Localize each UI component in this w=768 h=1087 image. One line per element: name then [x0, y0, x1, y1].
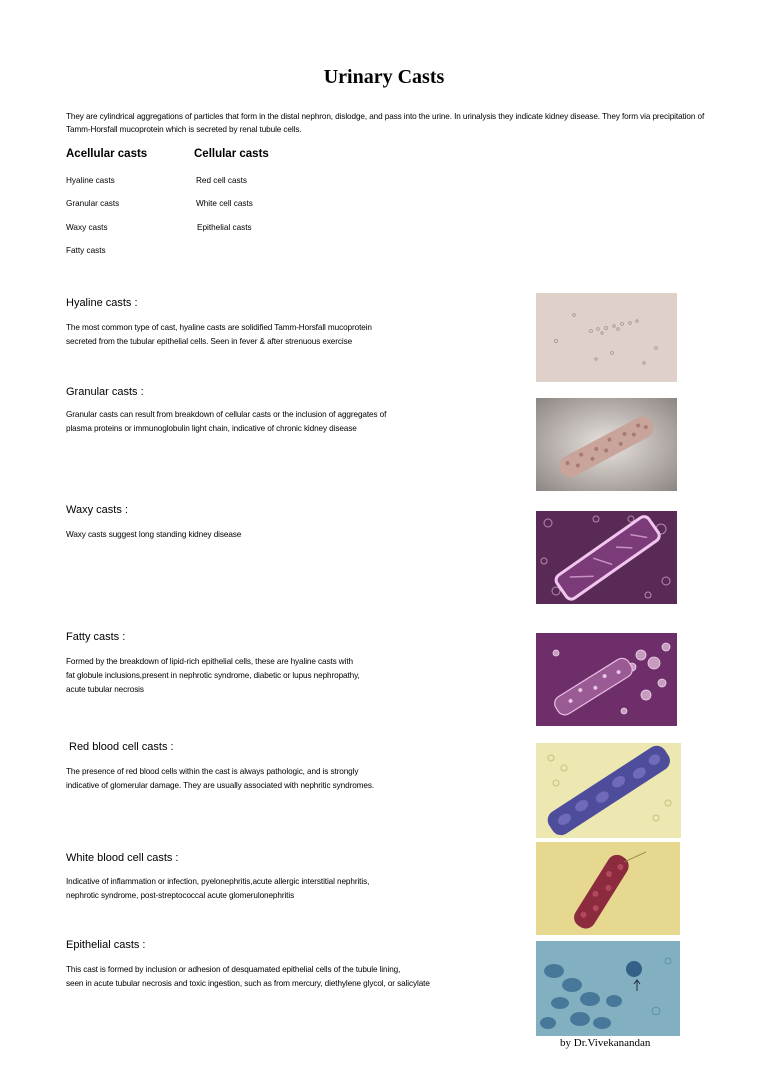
section-heading-waxy: Waxy casts : [66, 504, 128, 516]
epithelial-cast-micrograph-icon [536, 941, 680, 1036]
cellular-item-red-cell: Red cell casts [196, 176, 247, 185]
hyaline-cast-micrograph-icon [536, 293, 677, 382]
waxy-cast-micrograph-icon [536, 511, 677, 604]
section-heading-epithelial: Epithelial casts : [66, 939, 146, 951]
section-text-granular: Granular casts can result from breakdown of cellular casts or the inclusion of aggregates of plasma proteins or immunoglobulin light chain, indicative of chronic kidney disease [66, 410, 387, 433]
acellular-heading: Acellular casts [66, 148, 148, 160]
section-text-red-cell: The presence of red blood cells within the cast is always pathologic, and is strongly indicative of glomerular damage. They are usually associated with nephritic syndromes. [66, 767, 374, 790]
acellular-item-waxy: Waxy casts [66, 223, 108, 232]
section-heading-granular: Granular casts : [66, 386, 144, 398]
section-heading-white-cell: White blood cell casts : [66, 852, 179, 864]
cellular-item-epithelial: Epithelial casts [197, 223, 252, 232]
section-heading-hyaline: Hyaline casts : [66, 297, 138, 309]
section-text-epithelial: This cast is formed by inclusion or adhesion of desquamated epithelial cells of the tubule lining, seen in acute tubular necrosis and toxic ingestion, such as from mercury, diethylene glycol, or salicylate [66, 965, 430, 988]
page-title: Urinary Casts [323, 66, 445, 88]
section-text-waxy: Waxy casts suggest long standing kidney disease [66, 530, 242, 539]
intro-paragraph: They are cylindrical aggregations of particles that form in the distal nephron, dislodge, and pass into the urine. In urinalysis they indicate kidney disease. They form via precipitation of Tamm-Horsfall mucoprotein which is secreted by renal tubule cells. [66, 112, 705, 134]
granular-cast-micrograph-icon [536, 398, 677, 491]
acellular-item-fatty: Fatty casts [66, 246, 106, 255]
author-signature: by Dr.Vivekanandan [560, 1037, 651, 1049]
section-text-white-cell: Indicative of inflammation or infection, pyelonephritis,acute allergic interstitial nephritis, nephrotic syndrome, post-streptococcal acute glomerulonephritis [66, 877, 370, 900]
section-heading-red-cell: Red blood cell casts : [69, 741, 174, 753]
section-text-hyaline: The most common type of cast, hyaline casts are solidified Tamm-Horsfall mucoprotein secreted from the tubular epithelial cells. Seen in fever & after strenuous exercise [66, 323, 372, 346]
section-text-fatty: Formed by the breakdown of lipid-rich epithelial cells, these are hyaline casts with fat globule inclusions,present in nephrotic syndrome, diabetic or lupus nephropathy, acute tubular necrosis [66, 657, 360, 694]
cellular-heading: Cellular casts [194, 148, 269, 160]
fatty-cast-micrograph-icon [536, 633, 677, 726]
acellular-item-hyaline: Hyaline casts [66, 176, 115, 185]
cellular-item-white-cell: White cell casts [196, 199, 253, 208]
acellular-item-granular: Granular casts [66, 199, 120, 208]
section-heading-fatty: Fatty casts : [66, 631, 126, 643]
white-cell-cast-micrograph-icon [536, 842, 680, 935]
red-cell-cast-micrograph-icon [536, 743, 681, 838]
